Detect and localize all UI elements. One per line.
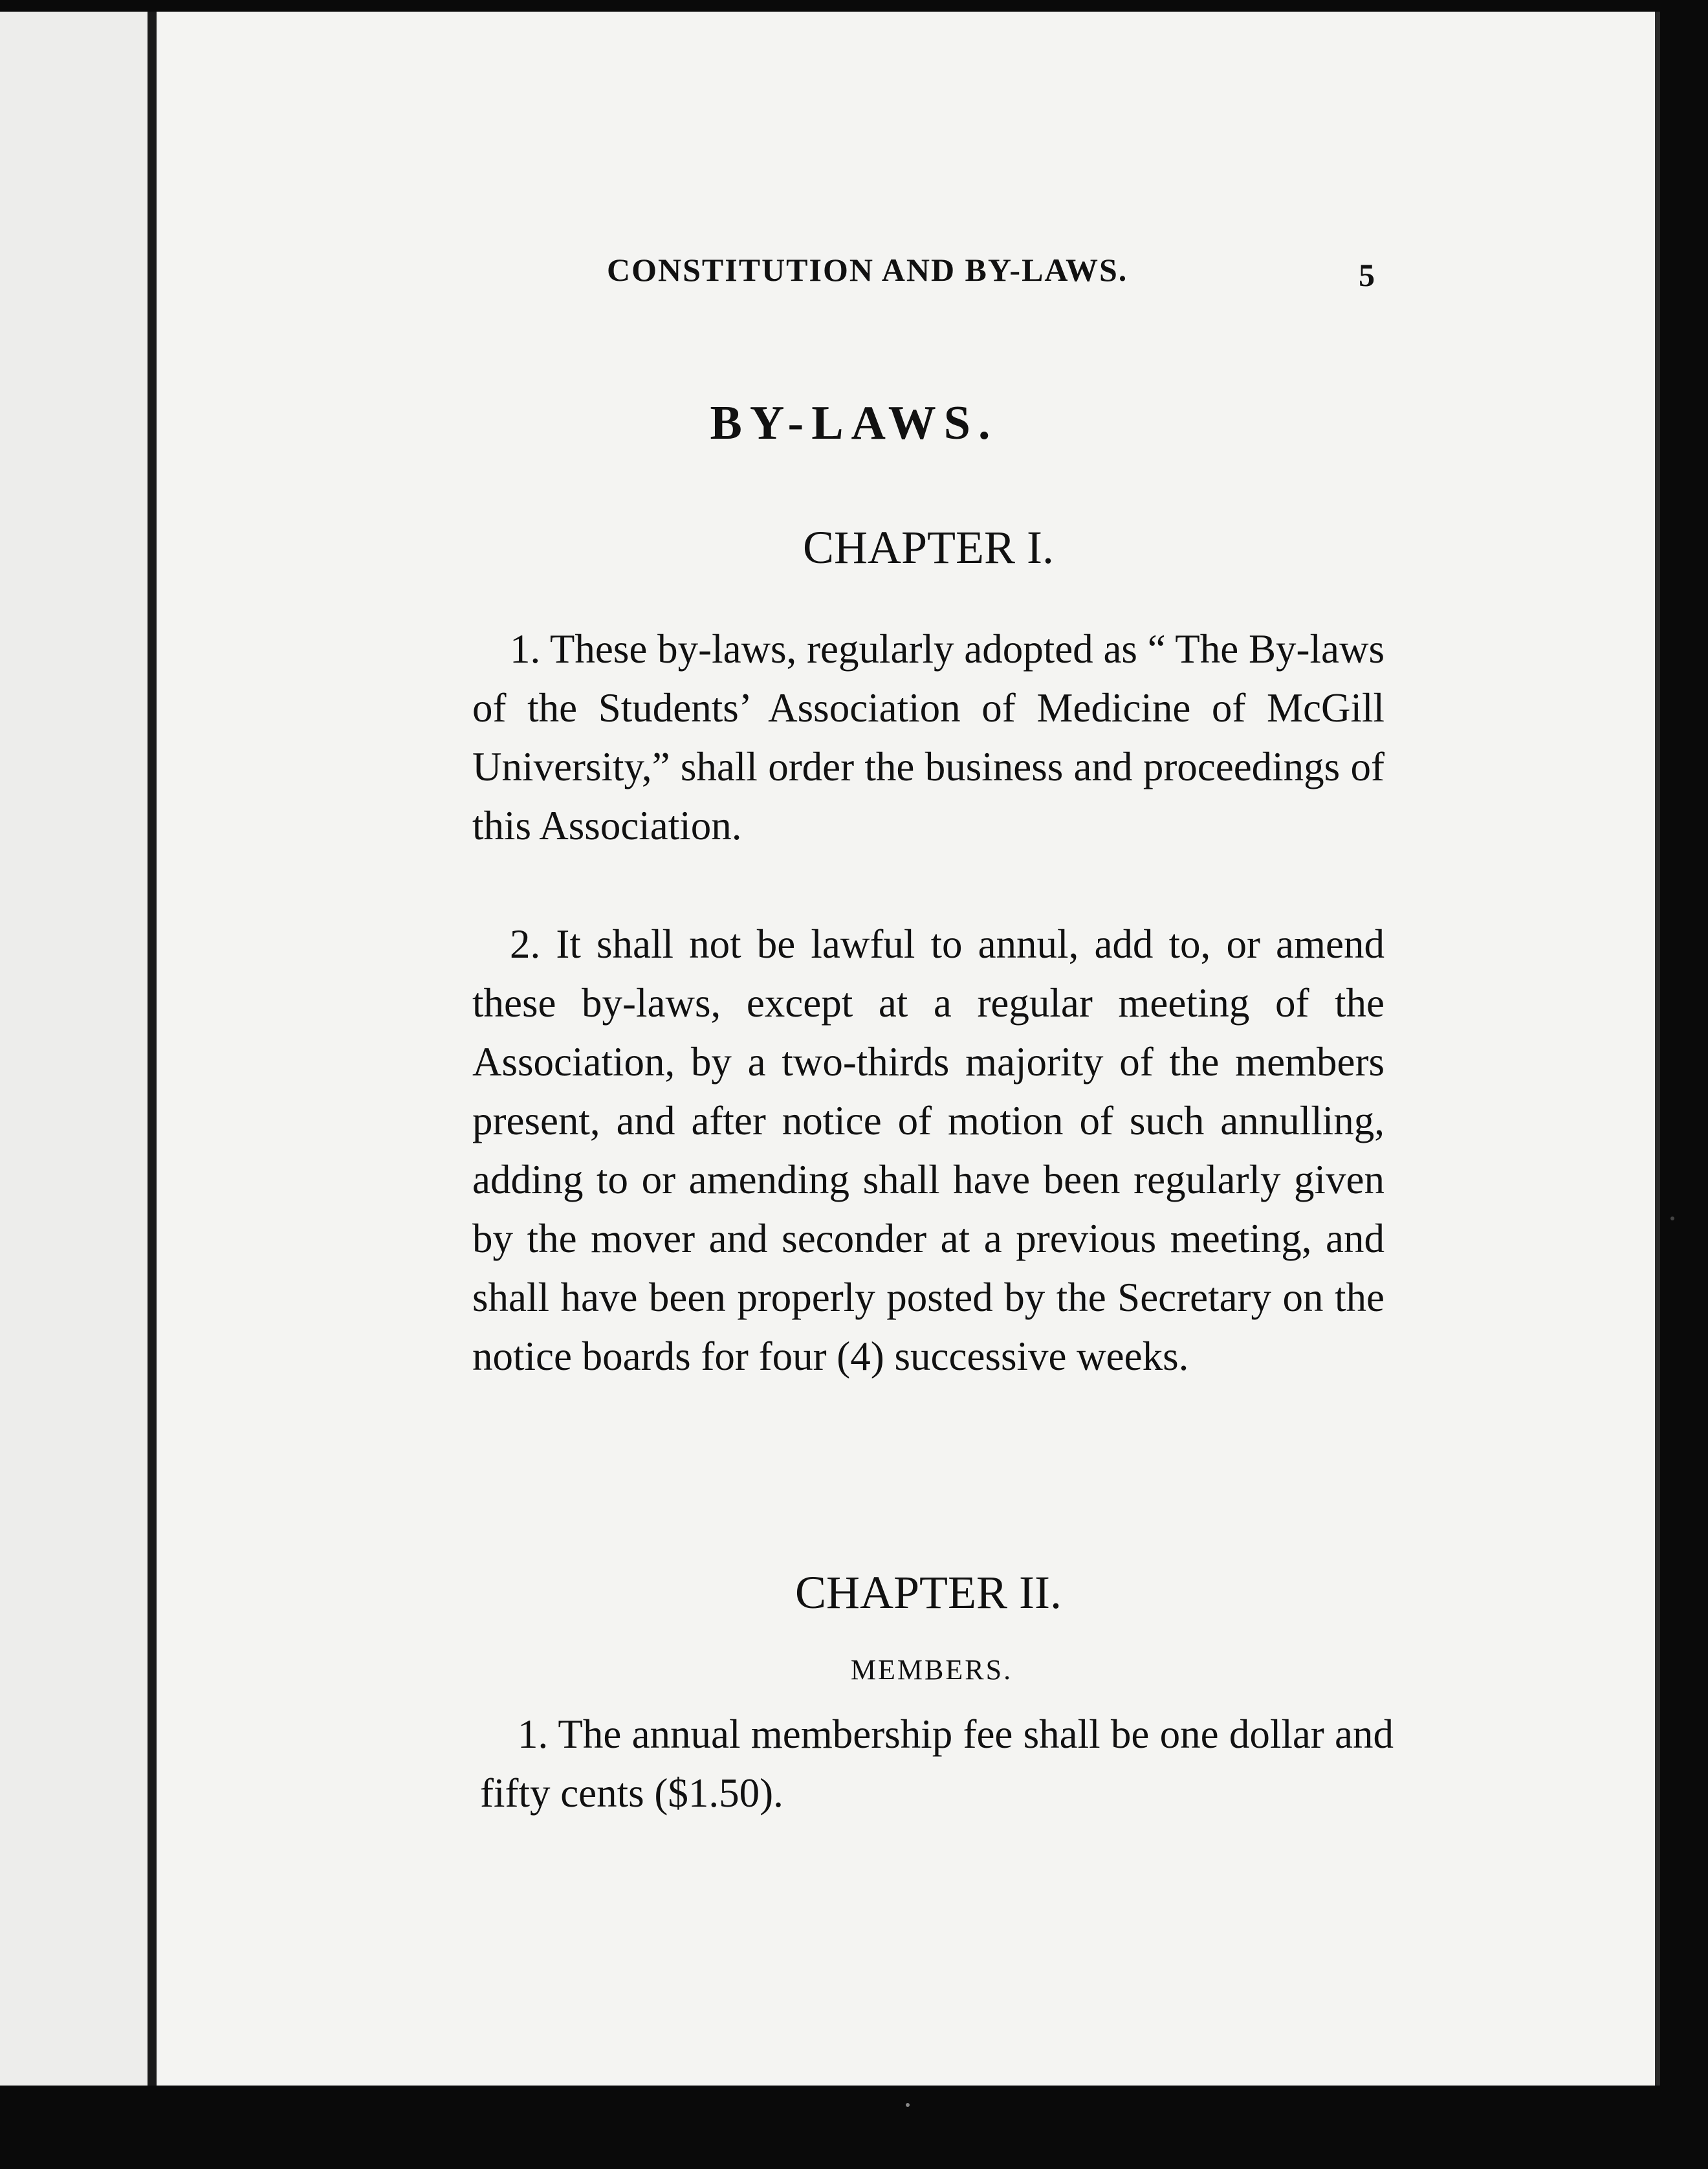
members-subheading: MEMBERS. [850,1654,1013,1686]
paragraph-text: 2. It shall not be lawful to annul, add to, or amend these by-laws, except at a regular meeting of the Association, by a two-thirds majority of the members present, and after notice of motion of such annulling, adding to or amending shall have been regularly given by the mover and seconder at a previous meeting, and shall have been properly posted by the Secretary on the notice boards for four (4) successive weeks. [472,921,1385,1379]
running-head: CONSTITUTION AND BY-LAWS. [607,252,1128,288]
scan-speck [1670,1217,1674,1220]
document-title: BY-LAWS. [710,397,998,450]
facing-page-edge [0,12,153,2086]
chapter-one-paragraph-1 [472,620,1385,855]
chapter-two-paragraph-1 [480,1705,1394,1823]
page-number: 5 [1359,257,1375,293]
chapter-two-heading: CHAPTER II. [795,1567,1062,1618]
scan-speck [906,2103,910,2107]
book-spine [148,12,157,2086]
paragraph-text: 1. These by-laws, regularly adopted as “ The By-laws of the Students’ Association of Medicine of McGill University,” shall order the business and proceedings of this Association. [472,626,1385,848]
paragraph-text: 1. The annual membership fee shall be one dollar and fifty cents ($1.50). [480,1712,1394,1816]
page-edge [1655,12,1660,2086]
chapter-one-paragraph-2 [472,915,1385,1386]
chapter-one-heading: CHAPTER I. [802,522,1055,573]
